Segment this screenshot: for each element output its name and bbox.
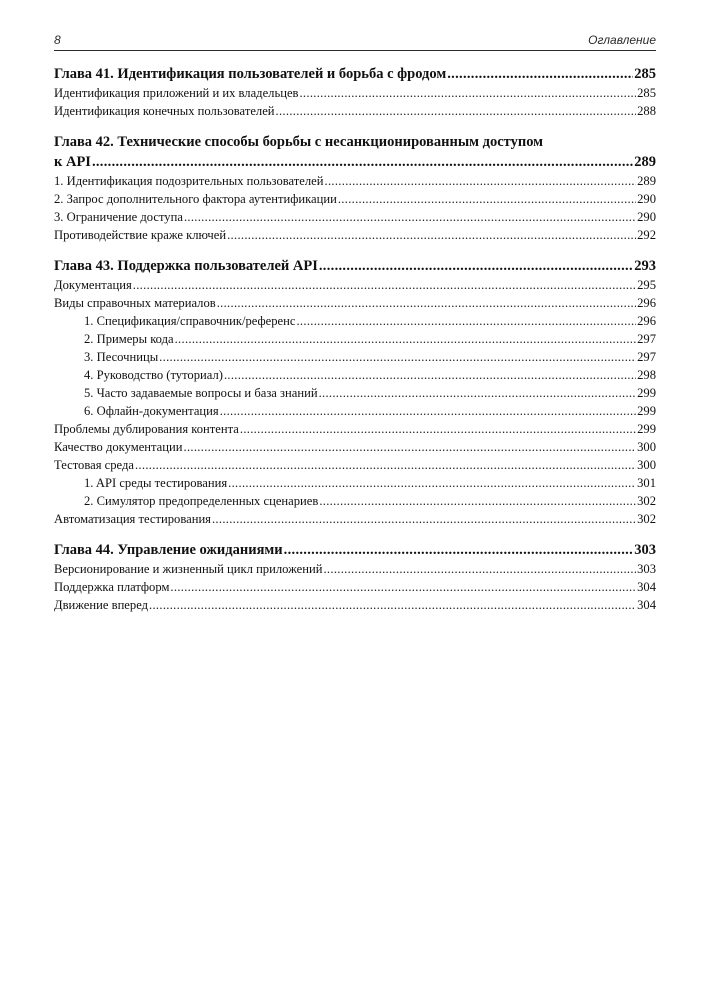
chapter-title-line1: Глава 42. Технические способы борьбы с несанкционированным доступом <box>54 134 544 150</box>
entry-page: 290 <box>637 192 656 206</box>
entry-page: 296 <box>637 296 656 310</box>
dot-leader <box>284 540 634 560</box>
entry-page: 300 <box>637 458 656 472</box>
toc-entry <box>54 208 656 226</box>
chapter-44 <box>54 540 656 614</box>
entry-title: 2. Запрос дополнительного фактора аутентификации <box>54 192 337 206</box>
entry-page: 285 <box>637 86 656 100</box>
dot-leader <box>217 294 636 312</box>
chapter-heading <box>54 540 656 560</box>
entry-page: 303 <box>637 562 656 576</box>
entry-page: 304 <box>637 598 656 612</box>
chapter-title: Глава 44. Управление ожиданиями <box>54 542 283 558</box>
dot-leader <box>319 384 637 402</box>
entry-page: 299 <box>637 404 656 418</box>
dot-leader <box>325 172 637 190</box>
toc-entry <box>54 596 656 614</box>
entry-page: 301 <box>637 476 656 490</box>
entry-title: Проблемы дублирования контента <box>54 422 239 436</box>
toc-subentry <box>54 474 656 492</box>
toc-entry <box>54 84 656 102</box>
toc-entry <box>54 578 656 596</box>
chapter-page: 285 <box>634 66 656 82</box>
entry-title: Документация <box>54 278 132 292</box>
toc-subentry <box>54 330 656 348</box>
entry-title: 2. Симулятор предопределенных сценариев <box>84 494 319 508</box>
entry-page: 290 <box>637 210 656 224</box>
dot-leader <box>276 102 637 120</box>
dot-leader <box>92 152 633 172</box>
toc-entry <box>54 276 656 294</box>
toc-entry <box>54 560 656 578</box>
toc-entry <box>54 438 656 456</box>
entry-page: 299 <box>637 386 656 400</box>
chapter-heading <box>54 152 656 172</box>
entry-title: Идентификация приложений и их владельцев <box>54 86 299 100</box>
entry-title: 4. Руководство (туториал) <box>84 368 223 382</box>
dot-leader <box>224 366 636 384</box>
dot-leader <box>319 256 633 276</box>
toc-subentry <box>54 492 656 510</box>
toc-entry <box>54 226 656 244</box>
entry-title: 5. Часто задаваемые вопросы и база знаний <box>84 386 318 400</box>
toc-entry <box>54 190 656 208</box>
page-header <box>54 30 656 51</box>
entry-page: 300 <box>637 440 656 454</box>
entry-title: 6. Офлайн-документация <box>84 404 219 418</box>
dot-leader <box>447 64 633 84</box>
entry-title: 1. API среды тестирования <box>84 476 228 490</box>
entry-title: 3. Песочницы <box>84 350 159 364</box>
toc-entry <box>54 102 656 120</box>
entry-page: 289 <box>637 174 656 188</box>
toc-entry <box>54 510 656 528</box>
chapter-42 <box>54 132 656 244</box>
entry-page: 302 <box>637 494 656 508</box>
dot-leader <box>135 456 636 474</box>
table-of-contents <box>54 64 656 626</box>
toc-subentry <box>54 402 656 420</box>
chapter-title: Глава 41. Идентификация пользователей и борьба с фродом <box>54 66 447 82</box>
dot-leader <box>299 84 636 102</box>
dot-leader <box>149 596 636 614</box>
dot-leader <box>170 578 636 596</box>
entry-page: 304 <box>637 580 656 594</box>
entry-page: 297 <box>637 332 656 346</box>
toc-entry <box>54 456 656 474</box>
dot-leader <box>212 510 636 528</box>
chapter-43 <box>54 256 656 528</box>
entry-page: 297 <box>637 350 656 364</box>
chapter-heading <box>54 256 656 276</box>
toc-subentry <box>54 312 656 330</box>
entry-title: Версионирование и жизненный цикл приложений <box>54 562 323 576</box>
entry-title: 1. Идентификация подозрительных пользователей <box>54 174 324 188</box>
chapter-page: 293 <box>634 258 656 274</box>
entry-title: 2. Примеры кода <box>84 332 174 346</box>
dot-leader <box>184 438 637 456</box>
toc-entry <box>54 172 656 190</box>
dot-leader <box>175 330 637 348</box>
chapter-page: 289 <box>634 154 656 170</box>
entry-title: Качество документации <box>54 440 183 454</box>
page-number: 8 <box>54 33 61 47</box>
dot-leader <box>227 226 636 244</box>
entry-title: Движение вперед <box>54 598 149 612</box>
dot-leader <box>184 208 636 226</box>
toc-subentry <box>54 384 656 402</box>
chapter-page: 303 <box>634 542 656 558</box>
entry-title: 3. Ограничение доступа <box>54 210 183 224</box>
toc-entry <box>54 294 656 312</box>
entry-page: 302 <box>637 512 656 526</box>
dot-leader <box>338 190 636 208</box>
chapter-41 <box>54 64 656 120</box>
dot-leader <box>228 474 636 492</box>
dot-leader <box>323 560 636 578</box>
dot-leader <box>159 348 636 366</box>
entry-title: Тестовая среда <box>54 458 134 472</box>
entry-title: 1. Спецификация/справочник/референс <box>84 314 296 328</box>
entry-title: Противодействие краже ключей <box>54 228 227 242</box>
entry-page: 299 <box>637 422 656 436</box>
dot-leader <box>240 420 636 438</box>
entry-page: 295 <box>637 278 656 292</box>
entry-page: 296 <box>637 314 656 328</box>
toc-subentry <box>54 366 656 384</box>
toc-entry <box>54 420 656 438</box>
entry-page: 292 <box>637 228 656 242</box>
entry-title: Поддержка платформ <box>54 580 170 594</box>
entry-title: Виды справочных материалов <box>54 296 216 310</box>
running-title: Оглавление <box>588 33 656 47</box>
dot-leader <box>220 402 636 420</box>
entry-title: Идентификация конечных пользователей <box>54 104 275 118</box>
chapter-heading <box>54 64 656 84</box>
dot-leader <box>296 312 636 330</box>
dot-leader <box>319 492 636 510</box>
entry-title: Автоматизация тестирования <box>54 512 211 526</box>
chapter-title: Глава 43. Поддержка пользователей API <box>54 258 318 274</box>
chapter-title-line2: к API <box>54 154 91 170</box>
toc-subentry <box>54 348 656 366</box>
entry-page: 298 <box>637 368 656 382</box>
dot-leader <box>133 276 636 294</box>
entry-page: 288 <box>637 104 656 118</box>
